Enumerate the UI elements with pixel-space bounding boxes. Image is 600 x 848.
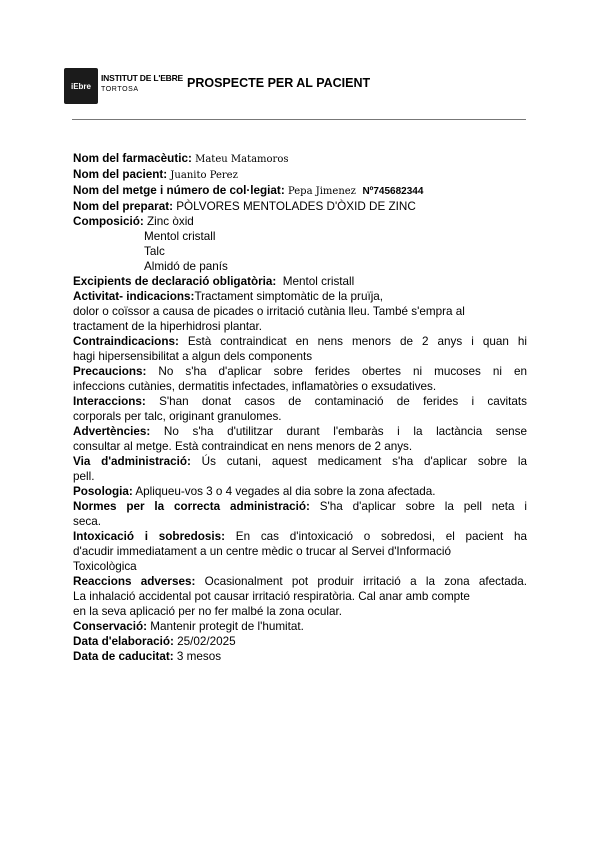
composition-item: Zinc òxid	[147, 215, 194, 228]
administration-text: pell.	[73, 470, 95, 483]
pharmacist-label: Nom del farmacèutic:	[73, 152, 192, 165]
administration-text: Ús cutani, aquest medicament s'ha d'aplicar sobre la	[201, 455, 527, 468]
expiry-row	[73, 649, 527, 664]
posology-text: Apliqueu-vos 3 o 4 vegades al dia sobre la zona afectada.	[135, 485, 436, 498]
composition-item: Almidó de panís	[144, 260, 228, 273]
preparation-date-label: Data d'elaboració:	[73, 635, 174, 648]
preparation-label: Nom del preparat:	[73, 200, 174, 213]
administration-label: Via d'administració:	[73, 455, 191, 468]
contraindications-text: Està contraindicat en nens menors de 2 anys i quan hi	[187, 335, 527, 348]
patient-row	[73, 167, 527, 183]
rules-text: S'ha d'aplicar sobre la pell neta i	[319, 500, 527, 513]
overdose-label: Intoxicació i sobredosis:	[73, 530, 226, 543]
adverse-reactions-text: en la seva aplicació per no fer malbé la zona ocular.	[73, 605, 342, 618]
administration-section	[73, 454, 527, 484]
excipients-row	[73, 274, 527, 289]
warnings-text: consultar al metge. Està contraindicat en nens menors de 2 anys.	[73, 440, 413, 453]
overdose-text: d'acudir immediatament a un centre mèdic o trucar al Servei d'Informació	[73, 545, 451, 558]
indications-text: Tractament simptomàtic de la pruïja,	[194, 290, 384, 303]
document-header	[64, 68, 526, 104]
adverse-reactions-text: La inhalació accidental pot causar irritació respiratòria. Cal anar amb compte	[73, 590, 470, 603]
adverse-reactions-section	[73, 574, 527, 619]
excipients-value: Mentol cristall	[282, 275, 355, 288]
indications-label: Activitat- indicacions:	[73, 290, 195, 303]
contraindications-section	[73, 334, 527, 364]
indications-text: dolor o coïssor a causa de picades o irritació cutània lleu. També s'empra al	[73, 305, 465, 318]
composition-row	[73, 214, 527, 229]
pharmacist-value: Mateu Matamoros	[195, 154, 289, 165]
expiry-value: 3 mesos	[176, 650, 222, 663]
institute-logo	[64, 68, 183, 104]
preparation-date-value: 25/02/2025	[177, 635, 236, 648]
precautions-label: Precaucions:	[73, 365, 147, 378]
precautions-text: infeccions cutànies, dermatitis infectades, inflamatòries o exsudatives.	[73, 380, 437, 393]
page-title: PROSPECTE PER AL PACIENT	[187, 76, 371, 90]
header-divider	[72, 119, 526, 120]
posology-label: Posologia:	[73, 485, 133, 498]
indications-text: tractament de la hiperhidrosi plantar.	[73, 320, 263, 333]
rules-label: Normes per la correcta administració:	[73, 500, 310, 513]
rules-text: seca.	[73, 515, 101, 528]
adverse-reactions-label: Reaccions adverses:	[73, 575, 196, 588]
overdose-text: En cas d'intoxicació o sobredosi, el pacient ha	[235, 530, 527, 543]
storage-text: Mantenir protegit de l'humitat.	[150, 620, 304, 633]
patient-value: Juanito Perez	[170, 170, 238, 181]
logo-line2: TORTOSA	[101, 86, 139, 93]
preparation-value: PÒLVORES MENTOLADES D'ÒXID DE ZINC	[176, 200, 416, 213]
interactions-section	[73, 394, 527, 424]
composition-item: Mentol cristall	[144, 230, 216, 243]
interactions-text: S'han donat casos de contaminació de ferides i cavitats	[159, 395, 527, 408]
doctor-row	[73, 183, 527, 199]
adverse-reactions-text: Ocasionalment pot produir irritació a la zona afectada.	[204, 575, 527, 588]
doctor-value: Pepa Jimenez	[287, 186, 356, 197]
precautions-section	[73, 364, 527, 394]
preparation-date-row	[73, 634, 527, 649]
expiry-label: Data de caducitat:	[73, 650, 174, 663]
doctor-label: Nom del metge i número de col·legiat:	[73, 184, 285, 197]
precautions-text: No s'ha d'aplicar sobre ferides obertes ni mucoses ni en	[158, 365, 527, 378]
storage-label: Conservació:	[73, 620, 148, 633]
contraindications-label: Contraindicacions:	[73, 335, 179, 348]
logo-badge: iEbre	[64, 68, 98, 104]
posology-row	[73, 484, 527, 499]
warnings-text: No s'ha d'utilitzar durant l'embaràs i la lactància sense	[163, 425, 527, 438]
interactions-label: Interaccions:	[73, 395, 146, 408]
overdose-text: Toxicològica	[73, 560, 137, 573]
excipients-label: Excipients de declaració obligatòria:	[73, 275, 277, 288]
interactions-text: corporals per talc, originant granulomes.	[73, 410, 282, 423]
leaflet-body	[73, 151, 527, 664]
rules-section	[73, 499, 527, 529]
patient-label: Nom del pacient:	[73, 168, 168, 181]
contraindications-text: hagi hipersensibilitat a algun dels components	[73, 350, 313, 363]
overdose-section	[73, 529, 527, 574]
warnings-section	[73, 424, 527, 454]
logo-line1: INSTITUT DE L'EBRE	[101, 73, 184, 83]
composition-label: Composició:	[73, 215, 144, 228]
composition-item: Talc	[144, 245, 165, 258]
warnings-label: Advertències:	[73, 425, 151, 438]
preparation-row	[73, 199, 527, 214]
storage-row	[73, 619, 527, 634]
pharmacist-row	[73, 151, 527, 167]
doctor-number: Nº745682344	[362, 186, 424, 197]
indications-section	[73, 289, 527, 334]
